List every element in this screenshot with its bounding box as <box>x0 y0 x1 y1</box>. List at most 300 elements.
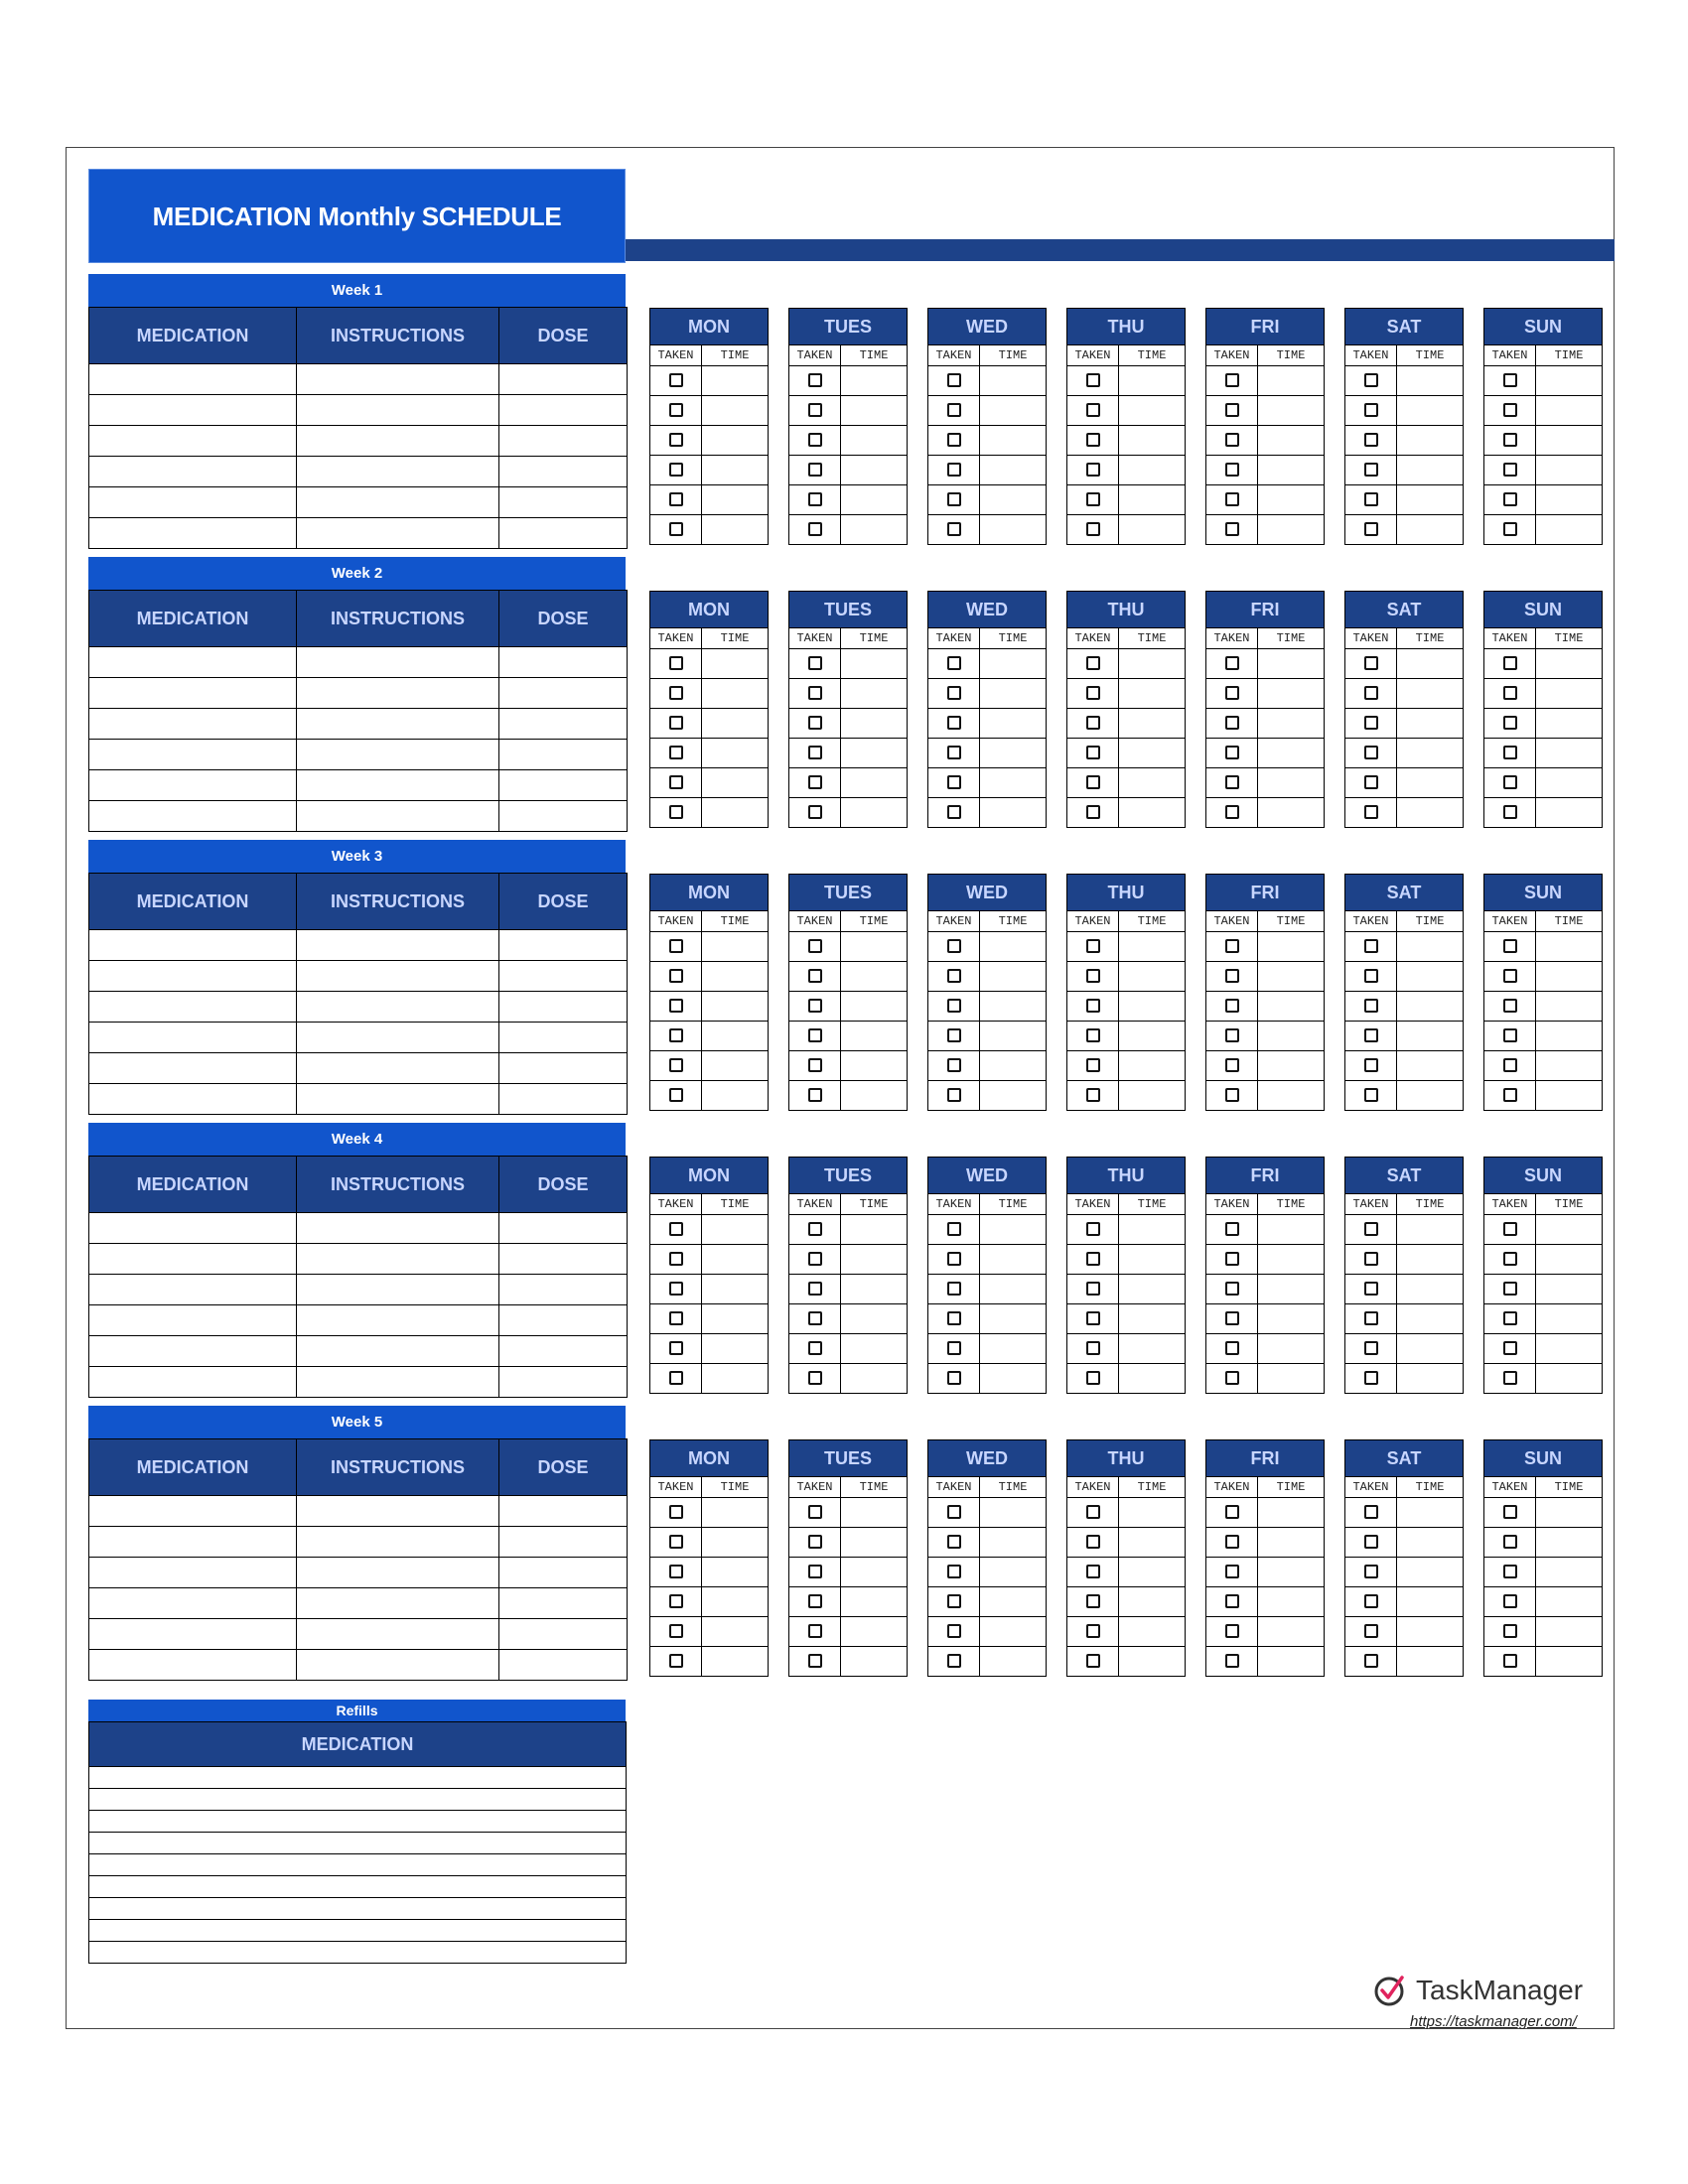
time-cell[interactable] <box>1258 1215 1325 1245</box>
time-cell[interactable] <box>1397 1304 1464 1334</box>
taken-checkbox[interactable] <box>808 433 822 447</box>
taken-checkbox[interactable] <box>1503 492 1517 506</box>
time-cell[interactable] <box>1536 932 1603 962</box>
time-cell[interactable] <box>702 768 769 798</box>
taken-checkbox[interactable] <box>947 999 961 1013</box>
taken-checkbox[interactable] <box>1086 656 1100 670</box>
time-cell[interactable] <box>841 396 908 426</box>
time-cell[interactable] <box>1119 1587 1186 1617</box>
dose-cell[interactable] <box>499 395 628 426</box>
taken-checkbox[interactable] <box>808 656 822 670</box>
taken-checkbox[interactable] <box>808 403 822 417</box>
time-cell[interactable] <box>841 1081 908 1111</box>
time-cell[interactable] <box>980 962 1047 992</box>
dose-cell[interactable] <box>499 1305 628 1336</box>
time-cell[interactable] <box>1536 1528 1603 1558</box>
refill-medication-cell[interactable] <box>89 1854 627 1876</box>
time-cell[interactable] <box>841 1617 908 1647</box>
taken-checkbox[interactable] <box>808 373 822 387</box>
time-cell[interactable] <box>1536 1304 1603 1334</box>
time-cell[interactable] <box>1397 396 1464 426</box>
taken-checkbox[interactable] <box>1086 775 1100 789</box>
instructions-cell[interactable] <box>297 1275 499 1305</box>
taken-checkbox[interactable] <box>947 969 961 983</box>
medication-cell[interactable] <box>89 992 297 1023</box>
taken-checkbox[interactable] <box>808 1341 822 1355</box>
taken-checkbox[interactable] <box>1225 1282 1239 1296</box>
dose-cell[interactable] <box>499 1496 628 1527</box>
instructions-cell[interactable] <box>297 364 499 395</box>
time-cell[interactable] <box>1119 932 1186 962</box>
medication-cell[interactable] <box>89 1023 297 1053</box>
time-cell[interactable] <box>1397 1364 1464 1394</box>
time-cell[interactable] <box>702 962 769 992</box>
medication-cell[interactable] <box>89 1588 297 1619</box>
time-cell[interactable] <box>980 485 1047 515</box>
time-cell[interactable] <box>702 1587 769 1617</box>
taken-checkbox[interactable] <box>808 463 822 477</box>
taken-checkbox[interactable] <box>1364 1088 1378 1102</box>
taken-checkbox[interactable] <box>1086 999 1100 1013</box>
dose-cell[interactable] <box>499 1053 628 1084</box>
taken-checkbox[interactable] <box>947 1252 961 1266</box>
time-cell[interactable] <box>1258 1617 1325 1647</box>
taken-checkbox[interactable] <box>1086 969 1100 983</box>
taken-checkbox[interactable] <box>1225 463 1239 477</box>
time-cell[interactable] <box>702 1334 769 1364</box>
taken-checkbox[interactable] <box>808 999 822 1013</box>
taken-checkbox[interactable] <box>947 686 961 700</box>
time-cell[interactable] <box>1119 1334 1186 1364</box>
time-cell[interactable] <box>980 768 1047 798</box>
taken-checkbox[interactable] <box>947 1028 961 1042</box>
taken-checkbox[interactable] <box>1086 1088 1100 1102</box>
time-cell[interactable] <box>841 768 908 798</box>
time-cell[interactable] <box>1119 485 1186 515</box>
time-cell[interactable] <box>702 1528 769 1558</box>
dose-cell[interactable] <box>499 1084 628 1115</box>
medication-cell[interactable] <box>89 1053 297 1084</box>
time-cell[interactable] <box>702 1051 769 1081</box>
taken-checkbox[interactable] <box>1225 1535 1239 1549</box>
time-cell[interactable] <box>1397 1498 1464 1528</box>
instructions-cell[interactable] <box>297 426 499 457</box>
taken-checkbox[interactable] <box>1225 492 1239 506</box>
taken-checkbox[interactable] <box>1225 1252 1239 1266</box>
dose-cell[interactable] <box>499 709 628 740</box>
taken-checkbox[interactable] <box>1086 686 1100 700</box>
time-cell[interactable] <box>1258 739 1325 768</box>
time-cell[interactable] <box>1119 1245 1186 1275</box>
taken-checkbox[interactable] <box>1503 746 1517 759</box>
taken-checkbox[interactable] <box>1364 805 1378 819</box>
medication-cell[interactable] <box>89 518 297 549</box>
time-cell[interactable] <box>1536 739 1603 768</box>
taken-checkbox[interactable] <box>1503 716 1517 730</box>
time-cell[interactable] <box>702 679 769 709</box>
taken-checkbox[interactable] <box>669 805 683 819</box>
taken-checkbox[interactable] <box>1225 1371 1239 1385</box>
time-cell[interactable] <box>1397 366 1464 396</box>
taken-checkbox[interactable] <box>669 686 683 700</box>
medication-cell[interactable] <box>89 678 297 709</box>
time-cell[interactable] <box>1536 456 1603 485</box>
dose-cell[interactable] <box>499 740 628 770</box>
time-cell[interactable] <box>1397 798 1464 828</box>
taken-checkbox[interactable] <box>1503 1088 1517 1102</box>
time-cell[interactable] <box>1397 768 1464 798</box>
time-cell[interactable] <box>1119 1647 1186 1677</box>
time-cell[interactable] <box>980 1215 1047 1245</box>
time-cell[interactable] <box>841 1587 908 1617</box>
taken-checkbox[interactable] <box>947 746 961 759</box>
medication-cell[interactable] <box>89 1527 297 1558</box>
taken-checkbox[interactable] <box>947 1624 961 1638</box>
medication-cell[interactable] <box>89 1244 297 1275</box>
taken-checkbox[interactable] <box>808 522 822 536</box>
time-cell[interactable] <box>1258 962 1325 992</box>
taken-checkbox[interactable] <box>1086 1058 1100 1072</box>
dose-cell[interactable] <box>499 770 628 801</box>
time-cell[interactable] <box>702 932 769 962</box>
taken-checkbox[interactable] <box>1086 1222 1100 1236</box>
time-cell[interactable] <box>702 1617 769 1647</box>
taken-checkbox[interactable] <box>1225 1654 1239 1668</box>
time-cell[interactable] <box>1258 1022 1325 1051</box>
medication-cell[interactable] <box>89 1619 297 1650</box>
taken-checkbox[interactable] <box>947 1282 961 1296</box>
taken-checkbox[interactable] <box>808 1058 822 1072</box>
taken-checkbox[interactable] <box>669 1311 683 1325</box>
taken-checkbox[interactable] <box>1503 775 1517 789</box>
time-cell[interactable] <box>1536 396 1603 426</box>
time-cell[interactable] <box>980 649 1047 679</box>
time-cell[interactable] <box>841 426 908 456</box>
taken-checkbox[interactable] <box>1364 1371 1378 1385</box>
medication-cell[interactable] <box>89 1496 297 1527</box>
refill-medication-cell[interactable] <box>89 1920 627 1942</box>
taken-checkbox[interactable] <box>1364 1565 1378 1578</box>
instructions-cell[interactable] <box>297 961 499 992</box>
taken-checkbox[interactable] <box>1225 775 1239 789</box>
time-cell[interactable] <box>1536 515 1603 545</box>
taken-checkbox[interactable] <box>1503 1282 1517 1296</box>
taken-checkbox[interactable] <box>1503 463 1517 477</box>
time-cell[interactable] <box>980 709 1047 739</box>
time-cell[interactable] <box>980 1528 1047 1558</box>
time-cell[interactable] <box>841 1304 908 1334</box>
instructions-cell[interactable] <box>297 647 499 678</box>
medication-cell[interactable] <box>89 395 297 426</box>
taken-checkbox[interactable] <box>1364 492 1378 506</box>
taken-checkbox[interactable] <box>1364 1028 1378 1042</box>
refill-medication-cell[interactable] <box>89 1767 627 1789</box>
time-cell[interactable] <box>1258 456 1325 485</box>
time-cell[interactable] <box>1536 1587 1603 1617</box>
time-cell[interactable] <box>1536 1081 1603 1111</box>
medication-cell[interactable] <box>89 1650 297 1681</box>
taken-checkbox[interactable] <box>1086 939 1100 953</box>
instructions-cell[interactable] <box>297 1084 499 1115</box>
taken-checkbox[interactable] <box>947 492 961 506</box>
time-cell[interactable] <box>1536 366 1603 396</box>
time-cell[interactable] <box>841 1215 908 1245</box>
taken-checkbox[interactable] <box>1503 1311 1517 1325</box>
taken-checkbox[interactable] <box>1225 1028 1239 1042</box>
taken-checkbox[interactable] <box>947 805 961 819</box>
instructions-cell[interactable] <box>297 1053 499 1084</box>
time-cell[interactable] <box>980 1498 1047 1528</box>
taken-checkbox[interactable] <box>669 1282 683 1296</box>
taken-checkbox[interactable] <box>1086 1505 1100 1519</box>
instructions-cell[interactable] <box>297 930 499 961</box>
time-cell[interactable] <box>1119 1275 1186 1304</box>
taken-checkbox[interactable] <box>1364 1222 1378 1236</box>
medication-cell[interactable] <box>89 1084 297 1115</box>
taken-checkbox[interactable] <box>1086 1341 1100 1355</box>
time-cell[interactable] <box>841 798 908 828</box>
taken-checkbox[interactable] <box>1086 1311 1100 1325</box>
refill-medication-cell[interactable] <box>89 1811 627 1833</box>
time-cell[interactable] <box>1536 1245 1603 1275</box>
time-cell[interactable] <box>841 366 908 396</box>
time-cell[interactable] <box>1536 1051 1603 1081</box>
taken-checkbox[interactable] <box>947 1594 961 1608</box>
taken-checkbox[interactable] <box>669 1252 683 1266</box>
taken-checkbox[interactable] <box>1225 1341 1239 1355</box>
time-cell[interactable] <box>841 1051 908 1081</box>
medication-cell[interactable] <box>89 930 297 961</box>
time-cell[interactable] <box>1397 1022 1464 1051</box>
time-cell[interactable] <box>1258 992 1325 1022</box>
taken-checkbox[interactable] <box>947 1222 961 1236</box>
taken-checkbox[interactable] <box>1503 1028 1517 1042</box>
time-cell[interactable] <box>1119 679 1186 709</box>
time-cell[interactable] <box>1536 1558 1603 1587</box>
time-cell[interactable] <box>1536 1022 1603 1051</box>
time-cell[interactable] <box>841 1364 908 1394</box>
instructions-cell[interactable] <box>297 1336 499 1367</box>
taken-checkbox[interactable] <box>808 775 822 789</box>
time-cell[interactable] <box>1119 1081 1186 1111</box>
taken-checkbox[interactable] <box>947 775 961 789</box>
refill-medication-cell[interactable] <box>89 1789 627 1811</box>
time-cell[interactable] <box>1258 1304 1325 1334</box>
taken-checkbox[interactable] <box>1225 1565 1239 1578</box>
taken-checkbox[interactable] <box>1364 969 1378 983</box>
taken-checkbox[interactable] <box>947 1535 961 1549</box>
taken-checkbox[interactable] <box>808 1505 822 1519</box>
time-cell[interactable] <box>1397 1334 1464 1364</box>
instructions-cell[interactable] <box>297 1244 499 1275</box>
refill-medication-cell[interactable] <box>89 1833 627 1854</box>
time-cell[interactable] <box>702 1558 769 1587</box>
taken-checkbox[interactable] <box>1364 1535 1378 1549</box>
taken-checkbox[interactable] <box>1503 656 1517 670</box>
dose-cell[interactable] <box>499 1558 628 1588</box>
taken-checkbox[interactable] <box>947 1341 961 1355</box>
time-cell[interactable] <box>702 1022 769 1051</box>
taken-checkbox[interactable] <box>669 999 683 1013</box>
taken-checkbox[interactable] <box>1225 746 1239 759</box>
time-cell[interactable] <box>1119 426 1186 456</box>
taken-checkbox[interactable] <box>1503 1341 1517 1355</box>
time-cell[interactable] <box>1536 1498 1603 1528</box>
taken-checkbox[interactable] <box>669 969 683 983</box>
taken-checkbox[interactable] <box>1225 1594 1239 1608</box>
taken-checkbox[interactable] <box>1225 1058 1239 1072</box>
time-cell[interactable] <box>1397 1617 1464 1647</box>
time-cell[interactable] <box>1119 1498 1186 1528</box>
taken-checkbox[interactable] <box>808 1371 822 1385</box>
dose-cell[interactable] <box>499 426 628 457</box>
taken-checkbox[interactable] <box>669 656 683 670</box>
taken-checkbox[interactable] <box>1364 746 1378 759</box>
taken-checkbox[interactable] <box>947 433 961 447</box>
time-cell[interactable] <box>980 992 1047 1022</box>
medication-cell[interactable] <box>89 1558 297 1588</box>
taken-checkbox[interactable] <box>1086 1535 1100 1549</box>
taken-checkbox[interactable] <box>669 1565 683 1578</box>
taken-checkbox[interactable] <box>808 1535 822 1549</box>
taken-checkbox[interactable] <box>669 775 683 789</box>
taken-checkbox[interactable] <box>947 463 961 477</box>
taken-checkbox[interactable] <box>669 1058 683 1072</box>
medication-cell[interactable] <box>89 647 297 678</box>
taken-checkbox[interactable] <box>1225 969 1239 983</box>
taken-checkbox[interactable] <box>1503 433 1517 447</box>
taken-checkbox[interactable] <box>1503 1252 1517 1266</box>
taken-checkbox[interactable] <box>947 1058 961 1072</box>
time-cell[interactable] <box>980 1617 1047 1647</box>
time-cell[interactable] <box>702 1364 769 1394</box>
refill-medication-cell[interactable] <box>89 1942 627 1964</box>
taken-checkbox[interactable] <box>1364 1624 1378 1638</box>
medication-cell[interactable] <box>89 801 297 832</box>
time-cell[interactable] <box>1119 739 1186 768</box>
time-cell[interactable] <box>702 366 769 396</box>
taken-checkbox[interactable] <box>1503 522 1517 536</box>
taken-checkbox[interactable] <box>1364 1058 1378 1072</box>
time-cell[interactable] <box>702 1215 769 1245</box>
taken-checkbox[interactable] <box>1503 969 1517 983</box>
taken-checkbox[interactable] <box>947 1654 961 1668</box>
taken-checkbox[interactable] <box>947 656 961 670</box>
taken-checkbox[interactable] <box>947 1088 961 1102</box>
time-cell[interactable] <box>1536 992 1603 1022</box>
time-cell[interactable] <box>702 485 769 515</box>
time-cell[interactable] <box>1119 1304 1186 1334</box>
time-cell[interactable] <box>841 1528 908 1558</box>
taken-checkbox[interactable] <box>669 1371 683 1385</box>
time-cell[interactable] <box>841 1558 908 1587</box>
taken-checkbox[interactable] <box>1503 1624 1517 1638</box>
time-cell[interactable] <box>1119 709 1186 739</box>
time-cell[interactable] <box>702 1081 769 1111</box>
medication-cell[interactable] <box>89 740 297 770</box>
taken-checkbox[interactable] <box>1503 1594 1517 1608</box>
time-cell[interactable] <box>1258 485 1325 515</box>
taken-checkbox[interactable] <box>1225 939 1239 953</box>
dose-cell[interactable] <box>499 1244 628 1275</box>
taken-checkbox[interactable] <box>1225 1505 1239 1519</box>
time-cell[interactable] <box>1258 515 1325 545</box>
dose-cell[interactable] <box>499 930 628 961</box>
dose-cell[interactable] <box>499 518 628 549</box>
taken-checkbox[interactable] <box>1225 433 1239 447</box>
taken-checkbox[interactable] <box>669 1594 683 1608</box>
taken-checkbox[interactable] <box>1225 1311 1239 1325</box>
time-cell[interactable] <box>702 456 769 485</box>
medication-cell[interactable] <box>89 1367 297 1398</box>
time-cell[interactable] <box>1258 768 1325 798</box>
time-cell[interactable] <box>1258 709 1325 739</box>
taken-checkbox[interactable] <box>947 403 961 417</box>
time-cell[interactable] <box>980 426 1047 456</box>
instructions-cell[interactable] <box>297 1558 499 1588</box>
instructions-cell[interactable] <box>297 1213 499 1244</box>
time-cell[interactable] <box>702 1275 769 1304</box>
taken-checkbox[interactable] <box>947 1505 961 1519</box>
time-cell[interactable] <box>1536 426 1603 456</box>
time-cell[interactable] <box>1397 679 1464 709</box>
taken-checkbox[interactable] <box>808 1654 822 1668</box>
taken-checkbox[interactable] <box>1225 686 1239 700</box>
instructions-cell[interactable] <box>297 1367 499 1398</box>
time-cell[interactable] <box>841 992 908 1022</box>
time-cell[interactable] <box>980 1022 1047 1051</box>
instructions-cell[interactable] <box>297 1588 499 1619</box>
time-cell[interactable] <box>841 1245 908 1275</box>
time-cell[interactable] <box>1258 426 1325 456</box>
dose-cell[interactable] <box>499 1023 628 1053</box>
time-cell[interactable] <box>1119 962 1186 992</box>
time-cell[interactable] <box>1536 1334 1603 1364</box>
time-cell[interactable] <box>1397 1587 1464 1617</box>
time-cell[interactable] <box>1536 485 1603 515</box>
taken-checkbox[interactable] <box>1503 686 1517 700</box>
time-cell[interactable] <box>1119 1528 1186 1558</box>
time-cell[interactable] <box>980 1275 1047 1304</box>
taken-checkbox[interactable] <box>1086 492 1100 506</box>
time-cell[interactable] <box>1258 1275 1325 1304</box>
refill-medication-cell[interactable] <box>89 1898 627 1920</box>
taken-checkbox[interactable] <box>1364 656 1378 670</box>
instructions-cell[interactable] <box>297 770 499 801</box>
medication-cell[interactable] <box>89 1336 297 1367</box>
instructions-cell[interactable] <box>297 1305 499 1336</box>
time-cell[interactable] <box>1536 1275 1603 1304</box>
time-cell[interactable] <box>1536 798 1603 828</box>
time-cell[interactable] <box>1119 1022 1186 1051</box>
taken-checkbox[interactable] <box>1086 805 1100 819</box>
time-cell[interactable] <box>980 932 1047 962</box>
time-cell[interactable] <box>980 1334 1047 1364</box>
taken-checkbox[interactable] <box>808 1222 822 1236</box>
time-cell[interactable] <box>841 932 908 962</box>
time-cell[interactable] <box>1397 1215 1464 1245</box>
medication-cell[interactable] <box>89 709 297 740</box>
time-cell[interactable] <box>1258 679 1325 709</box>
taken-checkbox[interactable] <box>669 1535 683 1549</box>
time-cell[interactable] <box>1536 1215 1603 1245</box>
medication-cell[interactable] <box>89 1275 297 1305</box>
time-cell[interactable] <box>980 1364 1047 1394</box>
time-cell[interactable] <box>1258 1051 1325 1081</box>
taken-checkbox[interactable] <box>669 1505 683 1519</box>
time-cell[interactable] <box>841 649 908 679</box>
dose-cell[interactable] <box>499 1588 628 1619</box>
